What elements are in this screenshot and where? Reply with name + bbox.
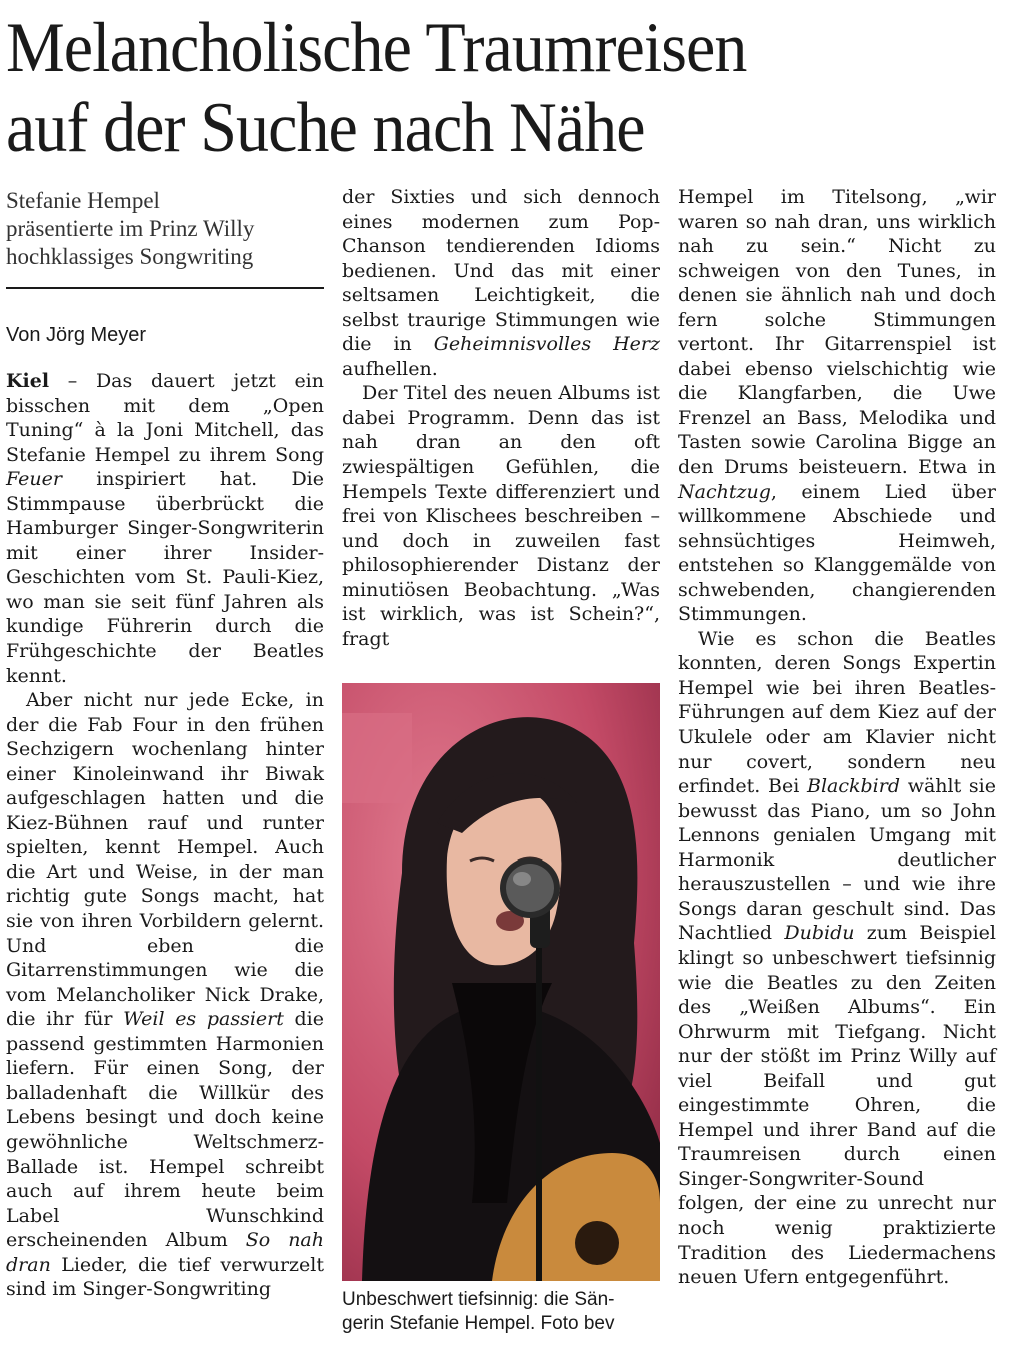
paragraph: [342, 185, 660, 381]
photo-caption: [342, 1288, 660, 1336]
italic-title: Feuer: [6, 468, 62, 491]
dateline: Kiel: [6, 370, 50, 392]
text-run: aufhellen.: [342, 357, 438, 380]
headline-line-2: auf der Suche nach Nähe: [6, 89, 645, 167]
text-run: die passend gestimmten Harmonien liefern. Für einen Song, der balladenhaft die Willkür des Lebens besingt und doch keine gewöhnliche Weltschmerz-Ballade ist. Hempel schreibt auch auf ihrem heute beim Label Wunschkind erscheinenden Album: [6, 1008, 325, 1252]
paragraph: [6, 688, 324, 1302]
headline-line-1: Melancholische Traumreisen: [6, 9, 747, 87]
subheadline-line-3: hochklassiges Songwriting: [6, 244, 254, 269]
text-run: Hempel im Titelsong, „wir waren so nah dran, uns wirklich nah zu sein.“ Nicht zu schweigen von den Tunes, in denen sie ähnlich nah und doch fern solche Stimmungen vertont. Ihr Gitarrenspiel ist dabei ebenso vielschichtig wie die Klangfarben, die Uwe Frenzel an Bass, Melodika und Tasten sowie Carolina Bigge an den Drums beisteuern. Etwa in: [678, 186, 996, 479]
caption-line-1: Unbeschwert tiefsinnig: die Sän-: [342, 1289, 615, 1310]
text-run: Aber nicht nur jede Ecke, in der die Fab Four in den frühen Sechzigern wochenlang hinter einer Kinoleinwand ihr Biwak aufgeschlagen hatten und die Kiez-Bühnen rauf und runter spielten, kennt Hempel. Auch die Art und Weise, in der man richtig gute Songs macht, hat sie von ihren Vorbildern gelernt. Und eben die Gitarrenstimmungen wie die vom Melancholiker Nick Drake, die ihr für: [6, 689, 324, 1031]
singer-illustration: [342, 683, 660, 1281]
subheadline: [6, 187, 324, 271]
italic-title: Geheimnisvolles Herz: [433, 333, 660, 356]
italic-title: Nachtzug: [678, 480, 771, 503]
paragraph: [678, 185, 996, 627]
italic-title: Dubidu: [784, 922, 855, 945]
byline: Von Jörg Meyer: [6, 324, 147, 346]
article-column-2: [342, 185, 660, 651]
paragraph: Der Titel des neuen Albums ist dabei Programm. Denn das ist nah dran an den oft zwiespältigen Gefühlen, die Hempels Texte differenziert und frei von Klischees beschreiben – und doch in zuweilen fast philosophierender Distanz der minutiösen Beobachtung. „Was ist wirklich, was ist Schein?“, fragt: [342, 382, 660, 650]
italic-title: Blackbird: [806, 775, 900, 798]
paragraph: [6, 369, 324, 688]
text-run: , einem Lied über willkommene Abschiede und sehnsüchtiges Heimweh, entstehen so Klanggemälde von schwebenden, changierenden Stimmungen.: [678, 480, 996, 626]
text-run: Lieder, die tief verwurzelt sind im Singer-Songwriting: [6, 1253, 324, 1301]
text-run: der Sixties und sich dennoch eines modernen zum Pop-Chanson tendierenden Idioms bedienen. Und das mit einer seltsamen Leichtigkeit, die selbst traurige Stimmungen wie die in: [342, 186, 660, 356]
text-run: wählt sie bewusst das Piano, um so John Lennons genialen Umgang mit Harmonik deutlicher herauszustellen – und wie ihre Songs daran geschult sind. Das Nachtlied: [678, 775, 996, 945]
caption-line-2: gerin Stefanie Hempel. Foto bev: [342, 1313, 615, 1334]
text-run: zum Beispiel klingt so unbeschwert tiefsinnig wie die Beatles zu den Zeiten des „Weißen Albums“. Ein Ohrwurm mit Tiefgang. Nicht nur der stößt im Prinz Willy auf viel Beifall und gut eingestimmte Ohren, die Hempel und ihrer Band auf die Traumreisen durch einen Singer-Songwriter-Sound folgen, der eine zu unrecht nur noch wenig praktizierte Tradition des Liedermachens neuen Ufern entgegenführt.: [678, 922, 996, 1289]
divider-rule: [6, 287, 324, 289]
text-run: inspiriert hat. Die Stimmpause überbrückt die Hamburger Singer-Songwriterin mit einer ihrer Insider-Geschichten vom St. Pauli-Kiez, wo man sie seit fünf Jahren als kundige Führerin durch die Frühgeschichte der Beatles kennt.: [6, 468, 324, 687]
singer-photo: [342, 683, 660, 1281]
subheadline-line-1: Stefanie Hempel: [6, 188, 160, 213]
subheadline-line-2: präsentierte im Prinz Willy: [6, 216, 255, 241]
paragraph: [678, 627, 996, 1290]
text-run: Wie es schon die Beatles konnten, deren Songs Expertin Hempel wie bei ihren Beatles-Führungen auf dem Kiez auf der Ukulele oder am Klavier nicht nur covert, sondern neu erfindet. Bei: [678, 627, 996, 798]
text-run: – Das dauert jetzt ein bisschen mit dem „Open Tuning“ à la Joni Mitchell, das Stefanie Hempel zu ihrem Song: [6, 370, 324, 466]
article-column-3: [678, 185, 996, 1290]
italic-title: So nah dran: [6, 1229, 324, 1276]
headline: [6, 8, 936, 168]
article-column-1: [6, 185, 324, 1302]
italic-title: Weil es passiert: [123, 1008, 284, 1031]
